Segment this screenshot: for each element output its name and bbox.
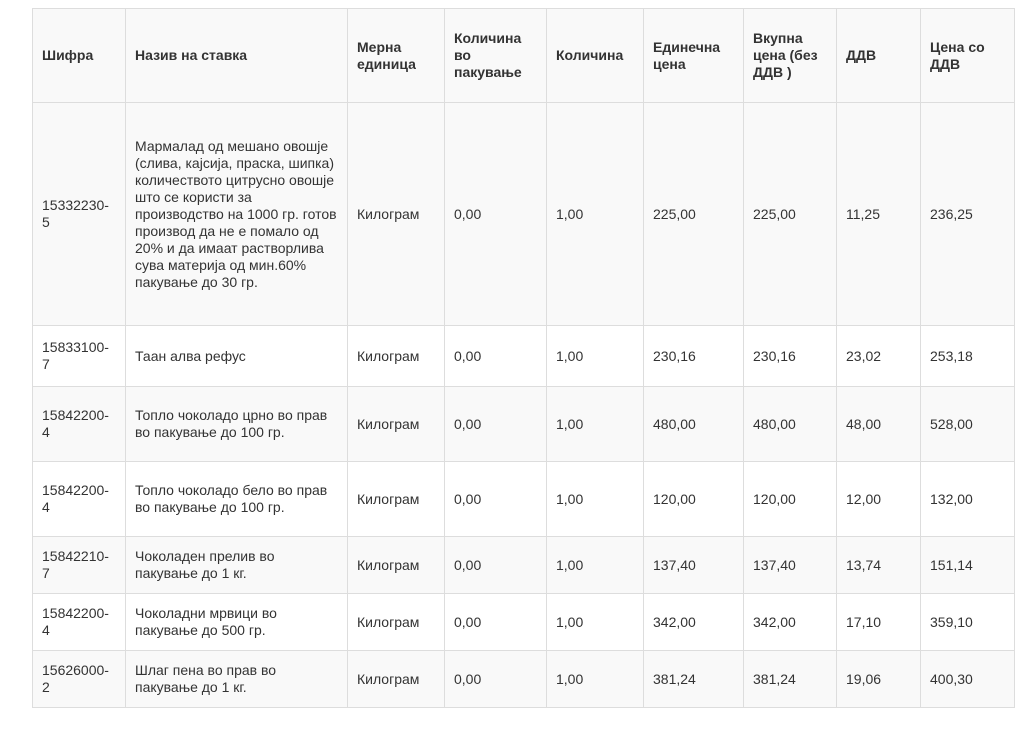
cell-quantity: 1,00 [547, 651, 644, 708]
cell-vat: 17,10 [837, 594, 921, 651]
cell-code: 15842210-7 [33, 537, 126, 594]
cell-unit-price: 342,00 [644, 594, 744, 651]
cell-pack-quantity: 0,00 [445, 326, 547, 387]
table-row [33, 537, 1015, 594]
cell-item-name: Шлаг пена во прав во пакување до 1 кг. [126, 651, 348, 708]
cell-pack-quantity: 0,00 [445, 462, 547, 537]
cell-total-no-vat: 381,24 [744, 651, 837, 708]
table-header-row [33, 9, 1015, 103]
cell-pack-quantity: 0,00 [445, 594, 547, 651]
header-code: Шифра [33, 9, 126, 103]
header-total-with-vat: Цена со ДДВ [921, 9, 1015, 103]
header-total-no-vat: Вкупна цена (без ДДВ ) [744, 9, 837, 103]
cell-code: 15332230-5 [33, 103, 126, 326]
cell-item-name: Мармалад од мешано овошје (слива, кајсија, праска, шипка) количеството цитрусно овошје што се користи за производство на 1000 гр. готов производ да не е помало од 20% и да имаат растворлива сува материја од мин.60% пакување до 30 гр. [126, 103, 348, 326]
cell-total-with-vat: 359,10 [921, 594, 1015, 651]
cell-vat: 23,02 [837, 326, 921, 387]
cell-total-no-vat: 120,00 [744, 462, 837, 537]
cell-pack-quantity: 0,00 [445, 651, 547, 708]
table-row [33, 594, 1015, 651]
header-item-name: Назив на ставка [126, 9, 348, 103]
cell-total-with-vat: 236,25 [921, 103, 1015, 326]
header-pack-quantity: Количина во пакување [445, 9, 547, 103]
cell-total-no-vat: 137,40 [744, 537, 837, 594]
cell-pack-quantity: 0,00 [445, 103, 547, 326]
cell-total-no-vat: 230,16 [744, 326, 837, 387]
cell-item-name: Топло чоколадо црно во прав во пакување до 100 гр. [126, 387, 348, 462]
cell-quantity: 1,00 [547, 326, 644, 387]
cell-unit-price: 480,00 [644, 387, 744, 462]
table-row [33, 326, 1015, 387]
header-vat: ДДВ [837, 9, 921, 103]
cell-vat: 12,00 [837, 462, 921, 537]
cell-quantity: 1,00 [547, 537, 644, 594]
cell-quantity: 1,00 [547, 462, 644, 537]
cell-item-name: Таан алва рефус [126, 326, 348, 387]
cell-vat: 19,06 [837, 651, 921, 708]
cell-vat: 13,74 [837, 537, 921, 594]
cell-vat: 11,25 [837, 103, 921, 326]
cell-code: 15626000-2 [33, 651, 126, 708]
cell-unit-price: 230,16 [644, 326, 744, 387]
items-table [32, 8, 1015, 708]
cell-total-with-vat: 151,14 [921, 537, 1015, 594]
cell-code: 15842200-4 [33, 387, 126, 462]
cell-unit: Килограм [348, 462, 445, 537]
cell-vat: 48,00 [837, 387, 921, 462]
header-unit-price: Единечна цена [644, 9, 744, 103]
cell-pack-quantity: 0,00 [445, 387, 547, 462]
cell-pack-quantity: 0,00 [445, 537, 547, 594]
items-table-container [32, 8, 1014, 708]
table-row [33, 387, 1015, 462]
cell-total-no-vat: 342,00 [744, 594, 837, 651]
cell-total-with-vat: 400,30 [921, 651, 1015, 708]
cell-item-name: Топло чоколадо бело во прав во пакување до 100 гр. [126, 462, 348, 537]
cell-unit-price: 120,00 [644, 462, 744, 537]
table-row [33, 462, 1015, 537]
table-row [33, 103, 1015, 326]
cell-unit: Килограм [348, 326, 445, 387]
cell-unit: Килограм [348, 537, 445, 594]
cell-item-name: Чоколаден прелив во пакување до 1 кг. [126, 537, 348, 594]
cell-unit-price: 381,24 [644, 651, 744, 708]
cell-code: 15833100-7 [33, 326, 126, 387]
cell-unit: Килограм [348, 103, 445, 326]
cell-code: 15842200-4 [33, 462, 126, 537]
cell-total-no-vat: 480,00 [744, 387, 837, 462]
cell-unit-price: 225,00 [644, 103, 744, 326]
header-quantity: Количина [547, 9, 644, 103]
cell-total-no-vat: 225,00 [744, 103, 837, 326]
cell-unit: Килограм [348, 387, 445, 462]
cell-quantity: 1,00 [547, 594, 644, 651]
cell-unit-price: 137,40 [644, 537, 744, 594]
cell-total-with-vat: 528,00 [921, 387, 1015, 462]
cell-quantity: 1,00 [547, 387, 644, 462]
table-row [33, 651, 1015, 708]
cell-item-name: Чоколадни мрвици во пакување до 500 гр. [126, 594, 348, 651]
cell-code: 15842200-4 [33, 594, 126, 651]
cell-unit: Килограм [348, 651, 445, 708]
cell-quantity: 1,00 [547, 103, 644, 326]
cell-total-with-vat: 132,00 [921, 462, 1015, 537]
cell-unit: Килограм [348, 594, 445, 651]
header-unit: Мерна единица [348, 9, 445, 103]
cell-total-with-vat: 253,18 [921, 326, 1015, 387]
